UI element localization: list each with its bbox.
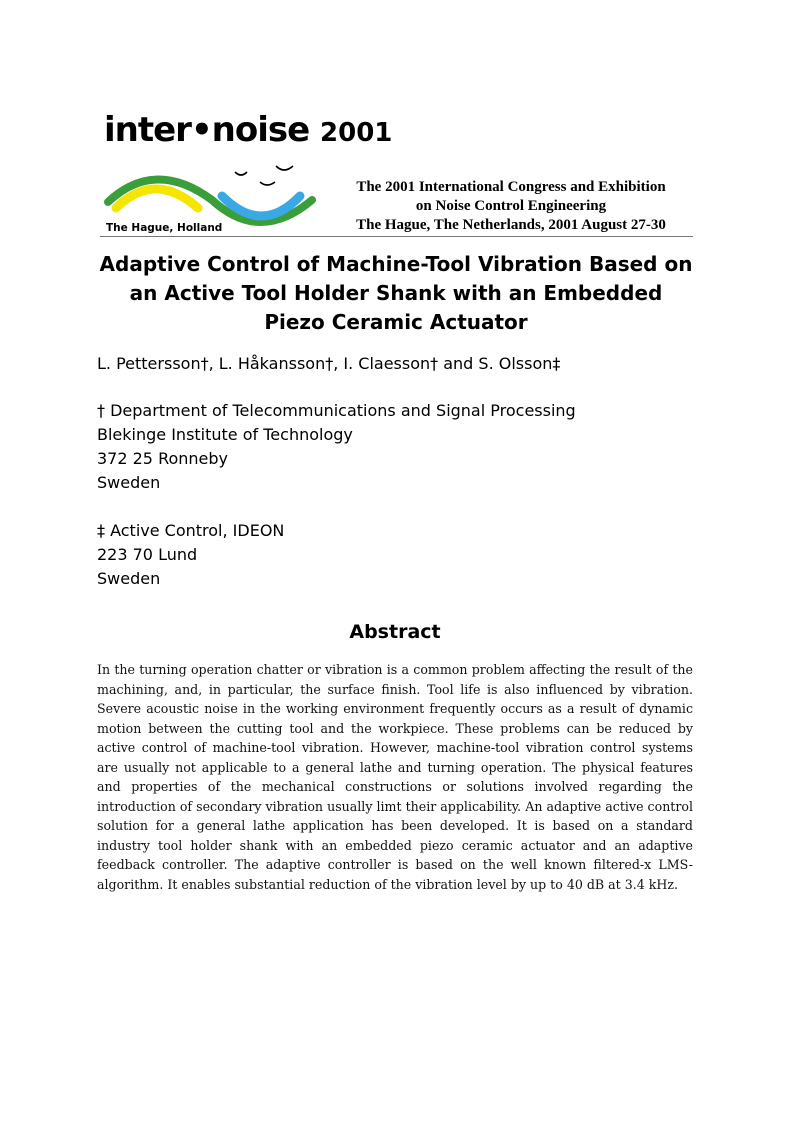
paper-authors: L. Pettersson†, L. Håkansson†, I. Claesson† and S. Olsson‡: [97, 354, 561, 373]
logo-year: 2001: [320, 118, 393, 148]
affiliation-1-line: 372 25 Ronneby: [97, 449, 229, 468]
logo-caption: The Hague, Holland: [106, 222, 223, 234]
conference-line-3: The Hague, The Netherlands, 2001 August 27-30: [356, 217, 666, 233]
affiliation-2-line: Sweden: [97, 569, 161, 588]
header-divider: [100, 236, 693, 237]
conference-line-2: on Noise Control Engineering: [415, 198, 607, 214]
affiliation-2-line: ‡ Active Control, IDEON: [97, 521, 285, 540]
affiliation-2-line: 223 70 Lund: [97, 545, 198, 564]
logo-wordmark: [104, 110, 392, 153]
abstract-text: In the turning operation chatter or vibration is a common problem affecting the result of the machining, and, in particular, the surface finish. Tool life is also influenced by vibration. Severe acoustic noise in the working environment frequently occurs as a result of dynamic motion between the cutting tool and the workpiece. These problems can be reduced by active control of machine-tool vibration. However, machine-tool vibration control systems are usually not applicable to a general lathe and turning operation. The physical features and properties of the mechanical constructions or solutions involved regarding the introduction of secondary vibration usually limt their applicability. An adaptive active control solution for a general lathe application has been developed. It is based on a standard industry tool holder shank with an embedded piezo ceramic actuator and an adaptive feedback controller. The adaptive controller is based on the well known filtered-x LMS-algorithm. It enables substantial reduction of the vibration level by up to 40 dB at 3.4 kHz.: [97, 662, 693, 892]
logo-smile-mark: [260, 182, 275, 185]
affiliation-1-line: † Department of Telecommunications and Signal Processing: [97, 401, 576, 420]
abstract-heading: Abstract: [349, 621, 441, 643]
logo-smile-mark: [235, 172, 247, 175]
conference-line-1: The 2001 International Congress and Exhibition: [356, 179, 666, 195]
paper-title: Adaptive Control of Machine-Tool Vibration Based on an Active Tool Holder Shank with an Embedded Piezo Ceramic Actuator: [99, 252, 693, 334]
conference-info: [330, 178, 692, 235]
affiliation-1: [97, 399, 576, 495]
logo-smile-mark: [276, 166, 293, 170]
affiliation-2: [97, 519, 284, 591]
logo-wave-graphic: [100, 152, 330, 232]
affiliation-1-line: Sweden: [97, 473, 161, 492]
affiliation-1-line: Blekinge Institute of Technology: [97, 425, 353, 444]
logo-wordmark-text: inter•noise: [104, 110, 310, 150]
